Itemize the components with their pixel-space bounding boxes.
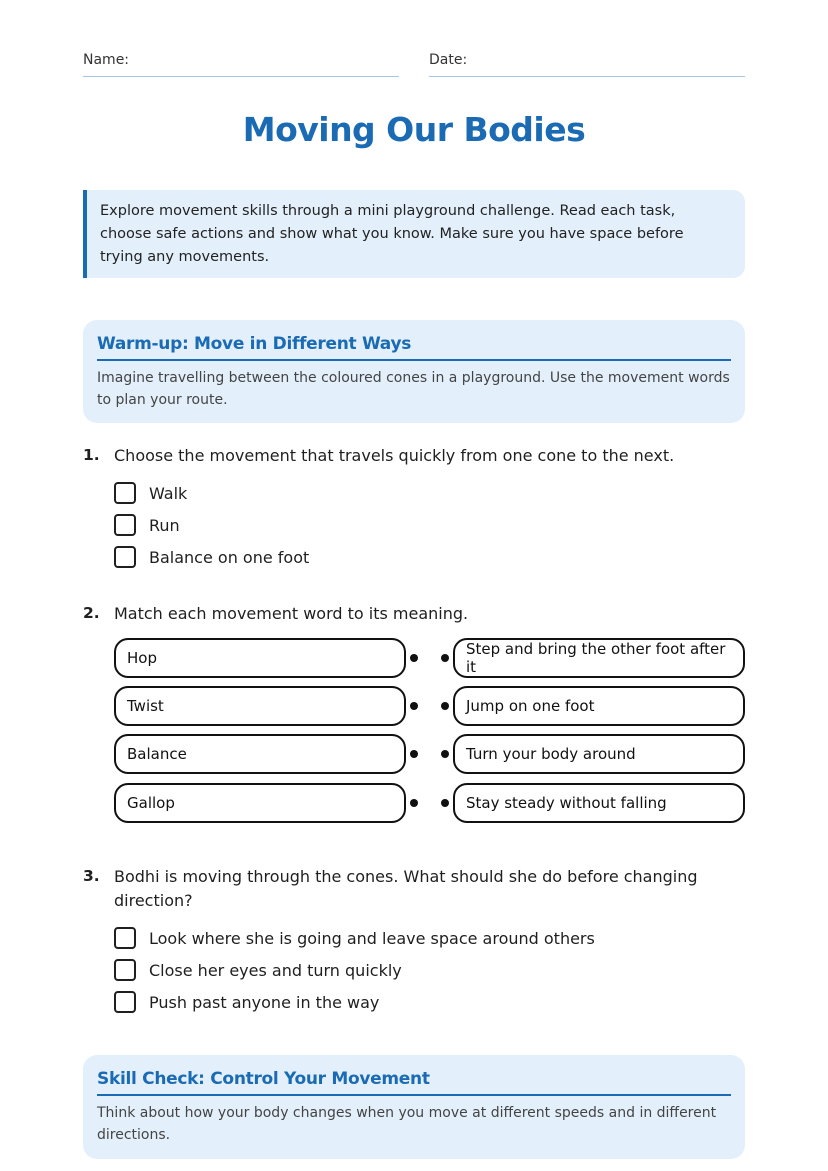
- match-dot-right[interactable]: [441, 702, 449, 710]
- q1-option-label: Balance on one foot: [149, 547, 310, 567]
- q3-options: [114, 925, 595, 1015]
- match-dot-left[interactable]: [410, 799, 418, 807]
- checkbox[interactable]: [114, 927, 136, 949]
- match-left-item[interactable]: Twist: [114, 686, 406, 726]
- skill-check-section: [83, 1055, 745, 1159]
- checkbox[interactable]: [114, 991, 136, 1013]
- q3-option[interactable]: [114, 989, 595, 1015]
- q3-option-label: Close her eyes and turn quickly: [149, 960, 402, 980]
- match-dot-right[interactable]: [441, 750, 449, 758]
- q1-option-label: Walk: [149, 483, 188, 503]
- q3-option-label: Look where she is going and leave space around others: [149, 928, 595, 948]
- q3-option[interactable]: [114, 957, 595, 983]
- match-right-item[interactable]: Jump on one foot: [453, 686, 745, 726]
- warmup-text: Imagine travelling between the coloured cones in a playground. Use the movement words to plan your route.: [97, 370, 730, 408]
- checkbox[interactable]: [114, 514, 136, 536]
- checkbox[interactable]: [114, 959, 136, 981]
- warmup-heading: Warm-up: Move in Different Ways: [97, 334, 731, 361]
- match-right-item[interactable]: Step and bring the other foot after it: [453, 638, 745, 678]
- page-title: Moving Our Bodies: [242, 110, 586, 149]
- q2-text: Match each movement word to its meaning.: [114, 604, 469, 623]
- match-left-item[interactable]: Hop: [114, 638, 406, 678]
- match-right-item[interactable]: Turn your body around: [453, 734, 745, 774]
- intro-box: Explore movement skills through a mini playground challenge. Read each task, choose safe actions and show what you know. Make sure you have space before trying any movements.: [83, 190, 745, 278]
- match-dot-left[interactable]: [410, 654, 418, 662]
- q1-text: Choose the movement that travels quickly from one cone to the next.: [114, 446, 675, 465]
- q1-option[interactable]: [114, 512, 309, 538]
- q1-option[interactable]: [114, 480, 309, 506]
- q1-option[interactable]: [114, 544, 309, 570]
- q3-text: Bodhi is moving through the cones. What should she do before changing direction?: [114, 867, 698, 910]
- checkbox[interactable]: [114, 546, 136, 568]
- q1-number: 1.: [83, 446, 100, 464]
- checkbox[interactable]: [114, 482, 136, 504]
- q1-option-label: Run: [149, 515, 180, 535]
- skill-check-text: Think about how your body changes when you move at different speeds and in different directions.: [97, 1105, 717, 1143]
- name-line[interactable]: [83, 76, 399, 77]
- q3-option-label: Push past anyone in the way: [149, 992, 380, 1012]
- name-label: Name:: [83, 52, 130, 68]
- date-line[interactable]: [429, 76, 745, 77]
- q2-number: 2.: [83, 604, 100, 622]
- q3-number: 3.: [83, 867, 100, 885]
- date-label: Date:: [429, 52, 468, 68]
- warmup-section: [83, 320, 745, 423]
- q3-option[interactable]: [114, 925, 595, 951]
- match-right-item[interactable]: Stay steady without falling: [453, 783, 745, 823]
- match-left-item[interactable]: Balance: [114, 734, 406, 774]
- match-left-item[interactable]: Gallop: [114, 783, 406, 823]
- match-dot-right[interactable]: [441, 654, 449, 662]
- q1-options: [114, 480, 309, 570]
- skill-check-heading: Skill Check: Control Your Movement: [97, 1069, 731, 1096]
- match-dot-right[interactable]: [441, 799, 449, 807]
- match-dot-left[interactable]: [410, 750, 418, 758]
- match-dot-left[interactable]: [410, 702, 418, 710]
